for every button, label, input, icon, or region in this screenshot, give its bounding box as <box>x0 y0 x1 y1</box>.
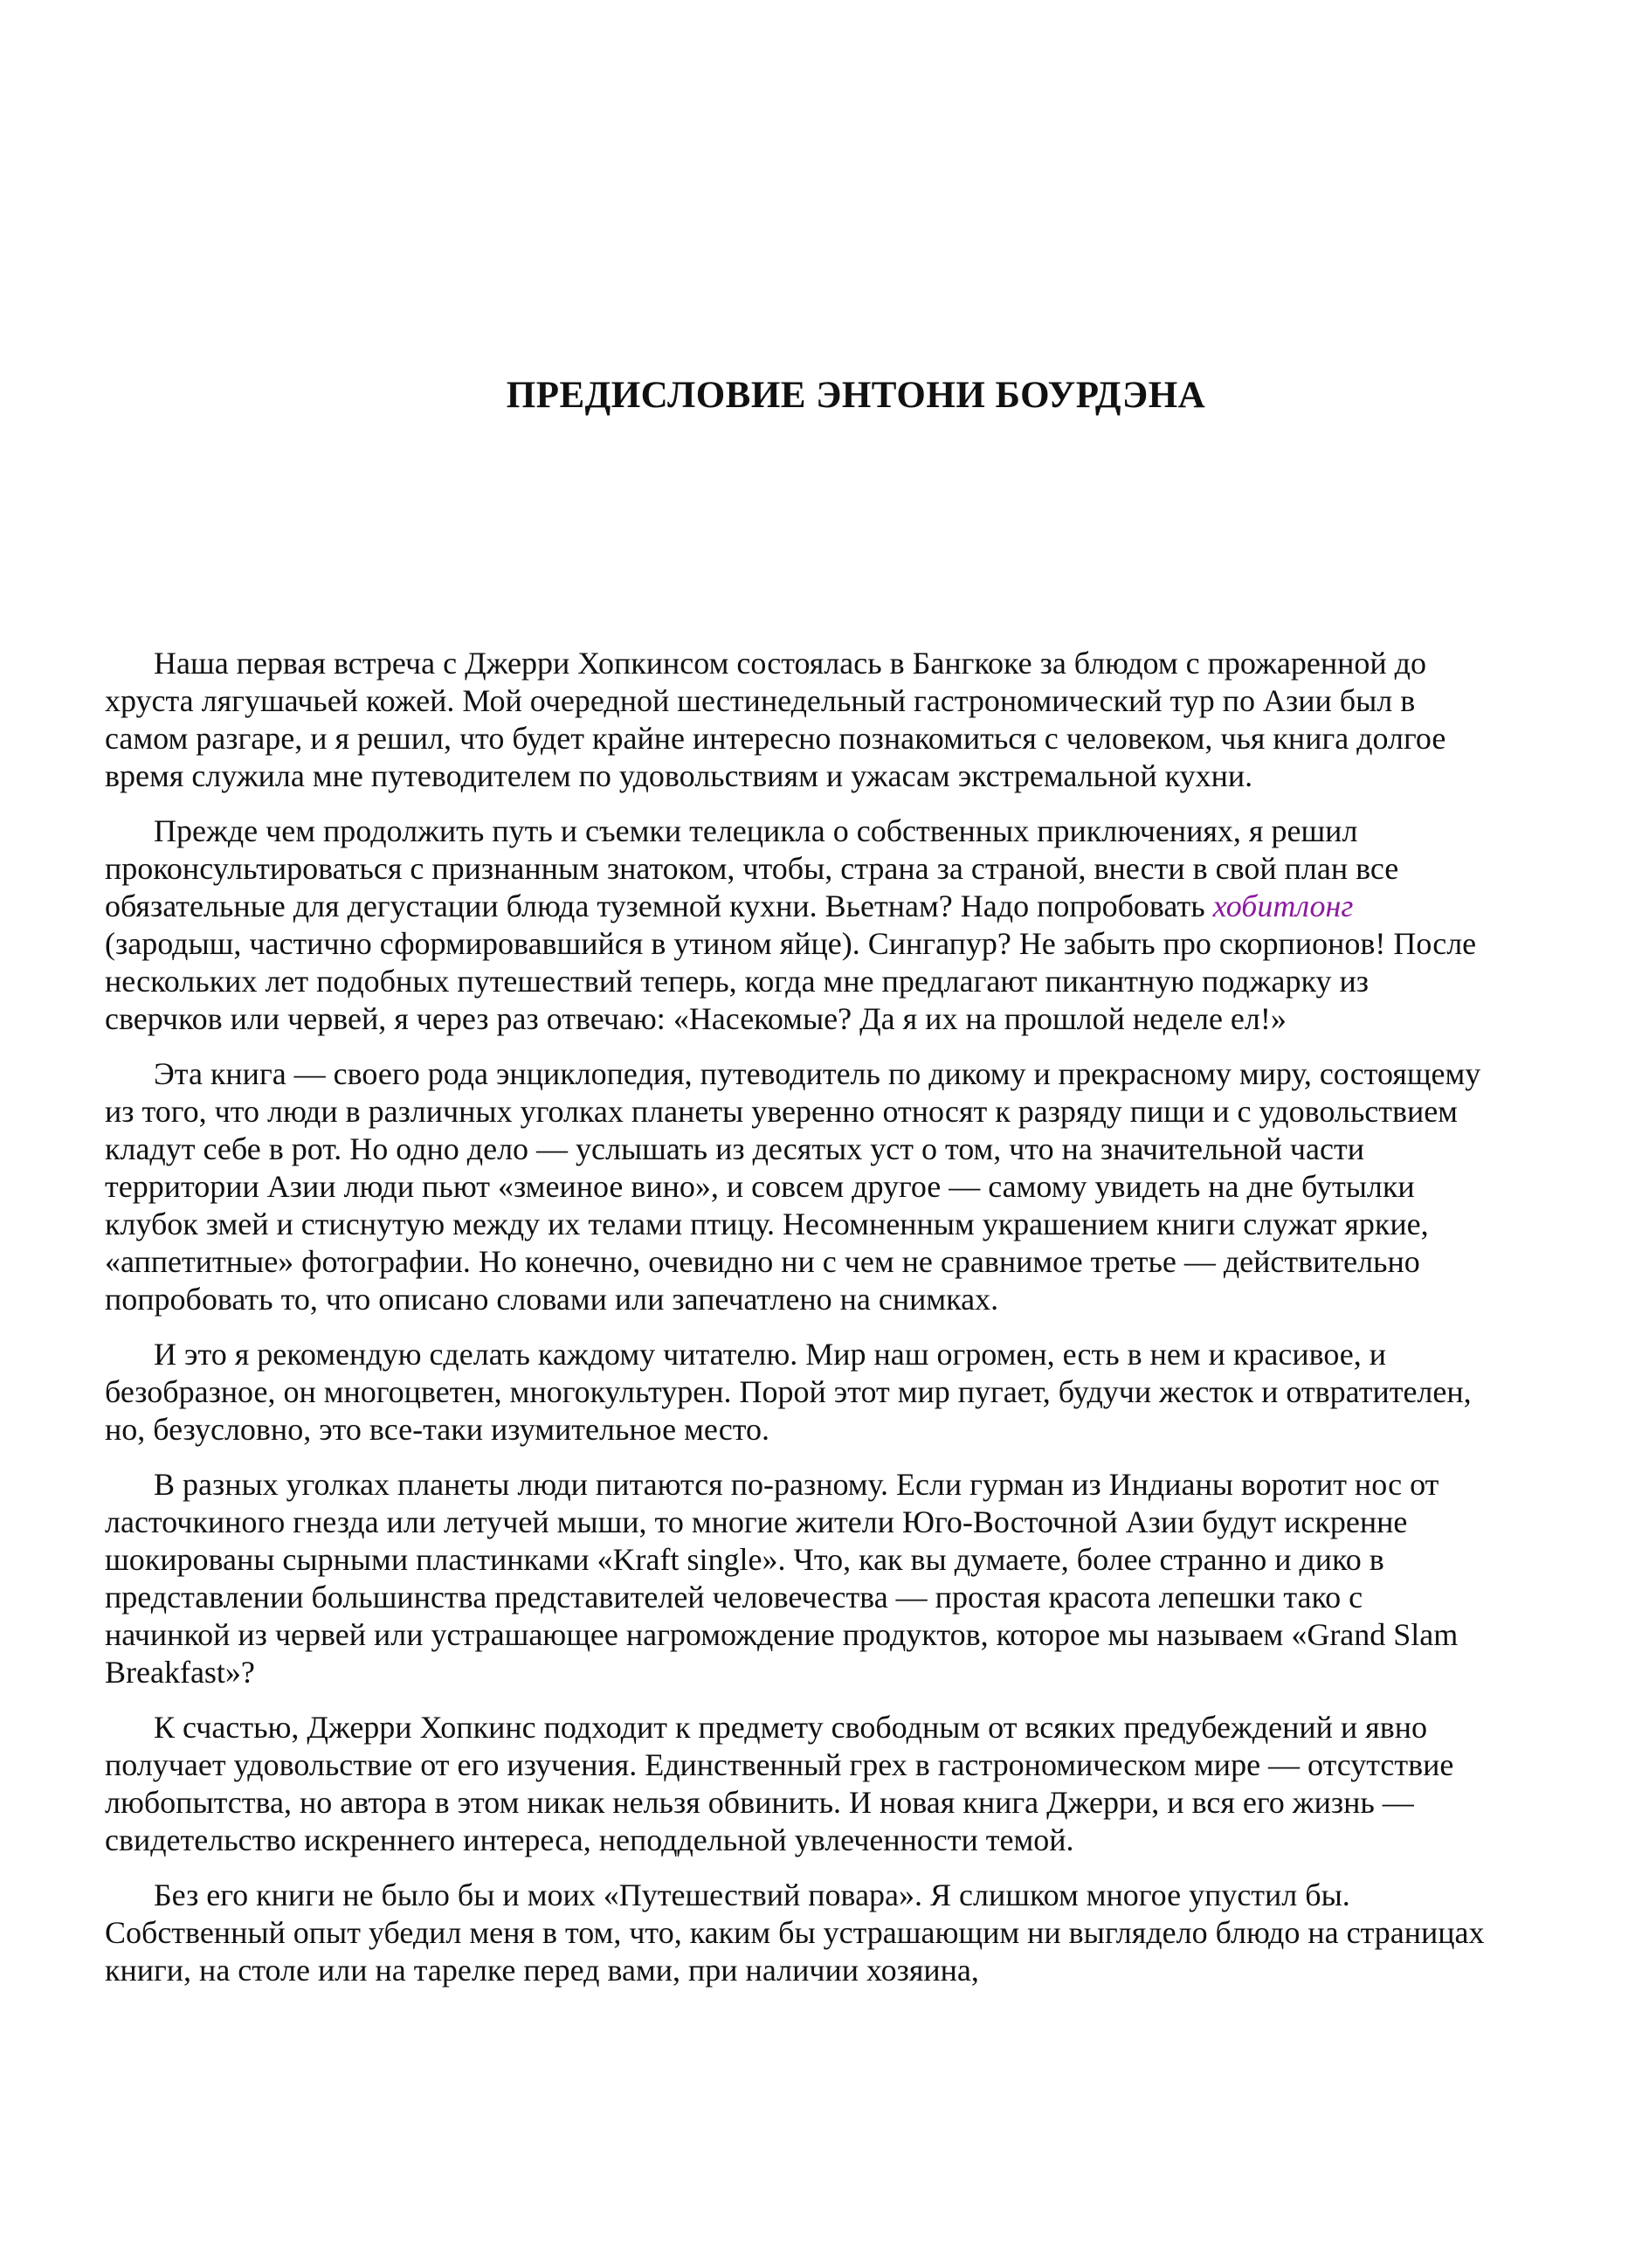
paragraph-7: Без его книги не было бы и моих «Путешествий повара». Я слишком многое упустил бы. Собственный опыт убедил меня в том, что, каким бы устрашающим ни выглядело блюдо на страницах книги, на столе или на тарелке перед вами, при наличии хозяина, <box>105 1877 1485 1988</box>
paragraph-2-text-end: (зародыш, частично сформировавшийся в утином яйце). Сингапур? Не забыть про скорпионов! После нескольких лет подобных путешествий теперь, когда мне предлагают пикантную поджарку из сверчков или червей, я через раз отвечаю: «Насекомые? Да я их на прошлой неделе ел!» <box>105 926 1477 1036</box>
paragraph-6: К счастью, Джерри Хопкинс подходит к предмету свободным от всяких предубеждений и явно получает удовольствие от его изучения. Единственный грех в гастрономическом мире — отсутствие любопытства, но автора в этом никак нельзя обвинить. И новая книга Джерри, и вся его жизнь — свидетельство искреннего интереса, неподдельной увлеченности темой. <box>105 1710 1454 1857</box>
body-text <box>105 645 1494 2007</box>
page-title: ПРЕДИСЛОВИЕ ЭНТОНИ БОУРДЭНА <box>506 375 1206 416</box>
highlighted-term: хобитлонг <box>1212 889 1354 923</box>
paragraph-2-text-start: Прежде чем продолжить путь и съемки телецикла о собственных приключениях, я решил проконсультироваться с признанным знатоком, чтобы, страна за страной, внести в свой план все обязательные для дегустации блюда туземной кухни. Вьетнам? Надо попробовать <box>105 813 1399 923</box>
paragraph-1: Наша первая встреча с Джерри Хопкинсом состоялась в Бангкоке за блюдом с прожаренной до хруста лягушачьей кожей. Мой очередной шестинедельный гастрономический тур по Азии был в самом разгаре, и я решил, что будет крайне интересно познакомиться с человеком, чья книга долгое время служила мне путеводителем по удовольствиям и ужасам экстремальной кухни. <box>105 646 1446 793</box>
paragraph-3: Эта книга — своего рода энциклопедия, путеводитель по дикому и прекрасному миру, состоящему из того, что люди в различных уголках планеты уверенно относят к разряду пищи и с удовольствием кладут себе в рот. Но одно дело — услышать из десятых уст о том, что на значительной части территории Азии люди пьют «змеиное вино», и совсем другое — самому увидеть на дне бутылки клубок змей и стиснутую между их телами птицу. Несомненным украшением книги служат яркие, «аппетитные» фотографии. Но конечно, очевидно ни с чем не сравнимое третье — действительно попробовать то, что описано словами или запечатлено на снимках. <box>105 1056 1481 1317</box>
paragraph-4: И это я рекомендую сделать каждому читателю. Мир наш огромен, есть в нем и красивое, и безобразное, он многоцветен, многокультурен. Порой этот мир пугает, будучи жесток и отвратителен, но, безусловно, это все-таки изумительное место. <box>105 1337 1472 1447</box>
paragraph-5: В разных уголках планеты люди питаются по-разному. Если гурман из Индианы воротит нос от ласточкиного гнезда или летучей мыши, то многие жители Юго-Восточной Азии будут искренне шокированы сырными пластинками «Kraft single». Что, как вы думаете, более странно и дико в представлении большинства представителей человечества — простая красота лепешки тако с начинкой из червей или устрашающее нагромождение продуктов, которое мы называем «Grand Slam Breakfast»? <box>105 1467 1459 1690</box>
paragraph-2 <box>105 812 1494 1038</box>
